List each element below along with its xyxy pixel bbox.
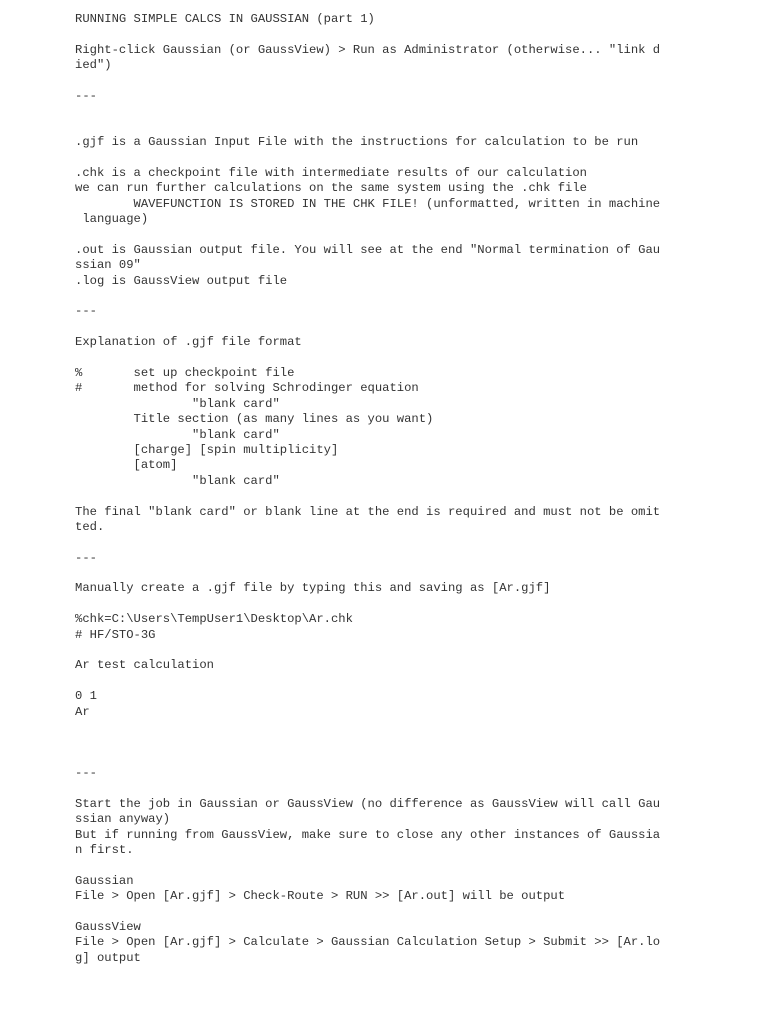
format-heading: Explanation of .gjf file format xyxy=(75,335,302,350)
spacer xyxy=(75,289,755,304)
format-line: "blank card" xyxy=(75,473,280,488)
spacer xyxy=(75,905,755,920)
format-line: "blank card" xyxy=(75,427,280,442)
out-description-line: ssian 09" xyxy=(75,258,141,273)
admin-note-line: Right-click Gaussian (or GaussView) > Run as Administrator (otherwise... "link d xyxy=(75,42,661,57)
document-title: RUNNING SIMPLE CALCS IN GAUSSIAN (part 1) xyxy=(75,12,375,26)
spacer xyxy=(75,782,755,797)
spacer xyxy=(75,674,755,689)
final-note-line: ted. xyxy=(75,519,105,534)
spacer xyxy=(75,735,755,750)
format-line: "blank card" xyxy=(75,396,280,411)
start-job-line: ssian anyway) xyxy=(75,812,171,827)
separator: --- xyxy=(75,304,97,319)
spacer xyxy=(75,489,755,504)
spacer xyxy=(75,27,755,42)
code-molecule-line: Ar xyxy=(75,704,90,719)
start-job-line: But if running from GaussView, make sure to close any other instances of Gaussia xyxy=(75,827,661,842)
code-route-line: %chk=C:\Users\TempUser1\Desktop\Ar.chk xyxy=(75,612,353,627)
spacer xyxy=(75,104,755,119)
spacer xyxy=(75,120,755,135)
spacer xyxy=(75,858,755,873)
spacer xyxy=(75,320,755,335)
code-title: Ar test calculation xyxy=(75,658,214,673)
format-line: % set up checkpoint file xyxy=(75,365,295,380)
format-line: Title section (as many lines as you want) xyxy=(75,412,434,427)
spacer xyxy=(75,751,755,766)
format-line: # method for solving Schrodinger equation xyxy=(75,381,419,396)
chk-description-line: we can run further calculations on the same system using the .chk file xyxy=(75,181,587,196)
gaussian-steps-line: Gaussian xyxy=(75,873,134,888)
spacer xyxy=(75,151,755,166)
manual-heading: Manually create a .gjf file by typing this and saving as [Ar.gjf] xyxy=(75,581,551,596)
final-note-line: The final "blank card" or blank line at the end is required and must not be omit xyxy=(75,504,661,519)
spacer xyxy=(75,227,755,242)
out-description-line: .log is GaussView output file xyxy=(75,273,288,288)
separator: --- xyxy=(75,88,97,103)
spacer xyxy=(75,351,755,366)
chk-description-line: language) xyxy=(75,212,149,227)
gaussian-steps-line: File > Open [Ar.gjf] > Check-Route > RUN >> [Ar.out] will be output xyxy=(75,889,566,904)
out-description-line: .out is Gaussian output file. You will see at the end "Normal termination of Gau xyxy=(75,242,661,257)
chk-description-line: WAVEFUNCTION IS STORED IN THE CHK FILE! (unformatted, written in machine xyxy=(75,196,661,211)
gaussview-steps-line: GaussView xyxy=(75,920,141,935)
start-job-line: n first. xyxy=(75,843,134,858)
separator: --- xyxy=(75,550,97,565)
format-line: [charge] [spin multiplicity] xyxy=(75,442,339,457)
format-line: [atom] xyxy=(75,458,178,473)
separator: --- xyxy=(75,766,97,781)
code-route-line: # HF/STO-3G xyxy=(75,627,156,642)
gaussview-steps-line: File > Open [Ar.gjf] > Calculate > Gaussian Calculation Setup > Submit >> [Ar.lo xyxy=(75,935,661,950)
document-page xyxy=(75,12,755,966)
spacer xyxy=(75,566,755,581)
admin-note-line: ied") xyxy=(75,58,112,73)
spacer xyxy=(75,535,755,550)
spacer xyxy=(75,597,755,612)
gjf-description: .gjf is a Gaussian Input File with the instructions for calculation to be run xyxy=(75,135,639,150)
code-molecule-line: 0 1 xyxy=(75,689,97,704)
spacer xyxy=(75,720,755,735)
spacer xyxy=(75,74,755,89)
spacer xyxy=(75,643,755,658)
chk-description-line: .chk is a checkpoint file with intermediate results of our calculation xyxy=(75,165,587,180)
start-job-line: Start the job in Gaussian or GaussView (no difference as GaussView will call Gau xyxy=(75,796,661,811)
gaussview-steps-line: g] output xyxy=(75,950,141,965)
